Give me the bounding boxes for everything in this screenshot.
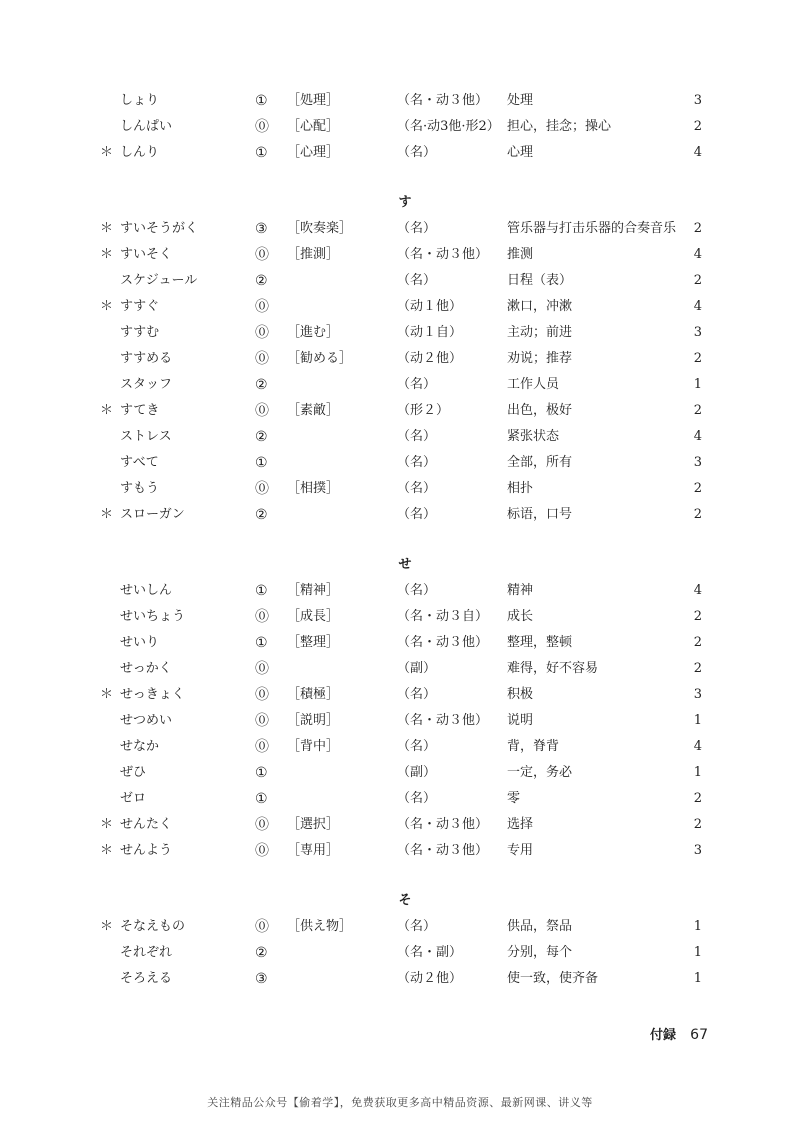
meaning: 工作人员 [507,377,560,392]
reading: せいしん [120,583,173,598]
part-of-speech: （名・动３他） [397,247,489,262]
kanji-form: ［進む］ [287,325,340,340]
part-of-speech: （名） [397,273,437,288]
level-number: 4 [693,299,702,314]
kanji-form: ［整理］ [287,635,340,650]
reading: すいそうがく [120,221,199,236]
kanji-form: ［積極］ [287,687,340,702]
meaning: 漱口，冲漱 [507,299,573,314]
reading: しんり [120,145,160,160]
level-number: 2 [693,791,702,806]
kanji-form: ［吹奏楽］ [287,221,353,236]
kanji-form: ［心理］ [287,145,340,160]
vocab-row [0,708,800,734]
accent-number: ① [255,791,268,807]
starred-marker: ＊ [100,403,114,418]
vocab-row [0,966,800,992]
reading: すすめる [120,351,173,366]
reading: すべて [120,455,159,470]
accent-number: ② [255,507,268,523]
part-of-speech: （名・动３他） [397,713,489,728]
promo-line: 关注精品公众号【偷着学】，免费获取更多高中精品资源、最新网课、讲义等 [207,1096,593,1109]
reading: せつめい [120,713,173,728]
part-of-speech: （名） [397,507,437,522]
accent-number: ⓪ [255,299,269,315]
level-number: 2 [693,221,702,236]
vocab-row [0,502,800,528]
starred-marker: ＊ [100,221,114,236]
meaning: 难得，好不容易 [507,661,599,676]
level-number: 2 [693,817,702,832]
level-number: 4 [693,429,702,444]
accent-number: ⓪ [255,817,269,833]
level-number: 3 [693,93,702,108]
kanji-form: ［精神］ [287,583,340,598]
level-number: 1 [693,377,702,392]
part-of-speech: （名） [397,221,437,236]
level-number: 3 [693,455,702,470]
part-of-speech: （名） [397,687,437,702]
accent-number: ⓪ [255,481,269,497]
accent-number: ① [255,635,268,651]
level-number: 2 [693,635,702,650]
reading: そろえる [120,971,173,986]
vocab-row [0,450,800,476]
accent-number: ① [255,765,268,781]
reading: しんぱい [120,119,173,134]
accent-number: ② [255,273,268,289]
vocab-row [0,760,800,786]
vocab-row [0,476,800,502]
part-of-speech: （名・动３他） [397,635,489,650]
accent-number: ① [255,583,268,599]
accent-number: ② [255,377,268,393]
meaning: 使一致，使齐备 [507,971,599,986]
level-number: 4 [693,247,702,262]
starred-marker: ＊ [100,145,114,160]
accent-number: ① [255,145,268,161]
reading: スローガン [120,507,185,522]
accent-number: ① [255,455,268,471]
vocab-row [0,88,800,114]
starred-marker: ＊ [100,817,114,832]
accent-number: ⓪ [255,403,269,419]
level-number: 2 [693,273,702,288]
vocab-row [0,398,800,424]
starred-marker: ＊ [100,299,114,314]
vocab-row [0,812,800,838]
accent-number: ⓪ [255,351,269,367]
part-of-speech: （副） [397,661,437,676]
part-of-speech: （动１他） [397,299,463,314]
page-number: 67 [690,1027,708,1043]
kanji-form: ［素敵］ [287,403,340,418]
part-of-speech: （名・动３他） [397,93,489,108]
accent-number: ③ [255,971,268,987]
meaning: 担心，挂念；操心 [507,119,612,134]
part-of-speech: （名） [397,377,437,392]
appendix-label: 付録 [650,1028,677,1043]
reading: せんよう [120,843,173,858]
accent-number: ⓪ [255,843,269,859]
level-number: 2 [693,351,702,366]
vocab-row [0,294,800,320]
kanji-form: ［心配］ [287,119,340,134]
vocab-row [0,372,800,398]
level-number: 3 [693,325,702,340]
meaning: 出色，极好 [507,403,573,418]
part-of-speech: （动２他） [397,971,463,986]
level-number: 1 [693,919,702,934]
part-of-speech: （名） [397,791,437,806]
kanji-form: ［選択］ [287,817,340,832]
vocab-row [0,656,800,682]
vocab-row [0,940,800,966]
reading: ぜひ [120,765,147,780]
meaning: 成长 [507,609,534,624]
level-number: 4 [693,583,702,598]
vocab-row [0,604,800,630]
meaning: 标语，口号 [507,507,573,522]
vocab-row [0,140,800,166]
accent-number: ② [255,429,268,445]
accent-number: ⓪ [255,247,269,263]
reading: すてき [120,403,160,418]
part-of-speech: （名・动３自） [397,609,489,624]
reading: それぞれ [120,945,173,960]
meaning: 整理，整顿 [507,635,573,650]
accent-number: ⓪ [255,325,269,341]
meaning: 推测 [507,247,534,262]
part-of-speech: （名） [397,429,437,444]
level-number: 1 [693,713,702,728]
meaning: 零 [507,791,521,806]
accent-number: ① [255,93,268,109]
starred-marker: ＊ [100,247,114,262]
part-of-speech: （名·动3他·形2） [397,119,500,134]
accent-number: ⓪ [255,119,269,135]
vocab-row [0,682,800,708]
vocab-row [0,914,800,940]
meaning: 一定，务必 [507,765,573,780]
part-of-speech: （名） [397,919,437,934]
level-number: 2 [693,403,702,418]
meaning: 专用 [507,843,534,858]
accent-number: ⓪ [255,661,269,677]
kanji-form: ［供え物］ [287,919,353,934]
kanji-form: ［専用］ [287,843,340,858]
part-of-speech: （名） [397,145,437,160]
level-number: 2 [693,507,702,522]
part-of-speech: （副） [397,765,437,780]
meaning: 背，脊背 [507,739,560,754]
part-of-speech: （名） [397,481,437,496]
reading: すすむ [120,325,160,340]
starred-marker: ＊ [100,919,114,934]
section-heading: せ [398,557,412,572]
meaning: 心理 [507,145,534,160]
accent-number: ⓪ [255,919,269,935]
part-of-speech: （名） [397,739,437,754]
kanji-form: ［説明］ [287,713,340,728]
reading: スタッフ [120,377,173,392]
part-of-speech: （名・动３他） [397,817,489,832]
section-heading: す [398,195,412,210]
level-number: 1 [693,971,702,986]
meaning: 劝说；推荐 [507,351,573,366]
reading: そなえもの [120,919,186,934]
accent-number: ③ [255,221,268,237]
vocab-row [0,216,800,242]
reading: せなか [120,739,160,754]
vocab-row [0,242,800,268]
reading: すもう [120,481,160,496]
reading: せいり [120,635,160,650]
kanji-form: ［背中］ [287,739,340,754]
accent-number: ⓪ [255,609,269,625]
level-number: 1 [693,765,702,780]
meaning: 选择 [507,817,534,832]
meaning: 全部，所有 [507,455,573,470]
vocab-row [0,630,800,656]
starred-marker: ＊ [100,507,114,522]
level-number: 1 [693,945,702,960]
meaning: 日程（表） [507,273,573,288]
vocab-row [0,346,800,372]
section-heading: そ [398,893,412,908]
reading: せっきょく [120,687,185,702]
meaning: 处理 [507,93,534,108]
level-number: 4 [693,739,702,754]
vocab-row [0,268,800,294]
level-number: 3 [693,843,702,858]
reading: せんたく [120,817,173,832]
accent-number: ② [255,945,268,961]
reading: スケジュール [120,273,198,288]
level-number: 4 [693,145,702,160]
level-number: 2 [693,661,702,676]
part-of-speech: （名・副） [397,945,463,960]
vocab-row [0,786,800,812]
page-footer [650,1024,708,1043]
accent-number: ⓪ [255,739,269,755]
vocab-row [0,734,800,760]
meaning: 主动；前进 [507,325,573,340]
level-number: 2 [693,609,702,624]
part-of-speech: （名・动３他） [397,843,489,858]
meaning: 分别，每个 [507,945,573,960]
reading: せっかく [120,661,172,676]
kanji-form: ［処理］ [287,93,340,108]
part-of-speech: （动２他） [397,351,463,366]
kanji-form: ［成長］ [287,609,340,624]
vocabulary-list [0,88,800,992]
starred-marker: ＊ [100,843,114,858]
kanji-form: ［推測］ [287,247,340,262]
reading: ストレス [120,429,172,444]
vocab-row [0,320,800,346]
reading: しょり [120,93,160,108]
level-number: 2 [693,481,702,496]
reading: せいちょう [120,609,186,624]
meaning: 说明 [507,713,534,728]
starred-marker: ＊ [100,687,114,702]
meaning: 管乐器与打击乐器的合奏音乐 [507,221,677,236]
reading: すいそく [120,247,173,262]
vocab-row [0,114,800,140]
part-of-speech: （形２） [397,403,450,418]
part-of-speech: （名） [397,583,437,598]
meaning: 相扑 [507,481,534,496]
accent-number: ⓪ [255,687,269,703]
kanji-form: ［相撲］ [287,481,340,496]
meaning: 供品，祭品 [507,919,573,934]
meaning: 精神 [507,583,534,598]
level-number: 2 [693,119,702,134]
part-of-speech: （动１自） [397,325,463,340]
reading: すすぐ [120,299,160,314]
level-number: 3 [693,687,702,702]
meaning: 紧张状态 [507,429,560,444]
vocab-row [0,578,800,604]
accent-number: ⓪ [255,713,269,729]
part-of-speech: （名） [397,455,437,470]
meaning: 积极 [507,687,534,702]
reading: ゼロ [120,791,147,806]
vocab-row [0,838,800,864]
kanji-form: ［勧める］ [287,351,353,366]
vocab-row [0,424,800,450]
